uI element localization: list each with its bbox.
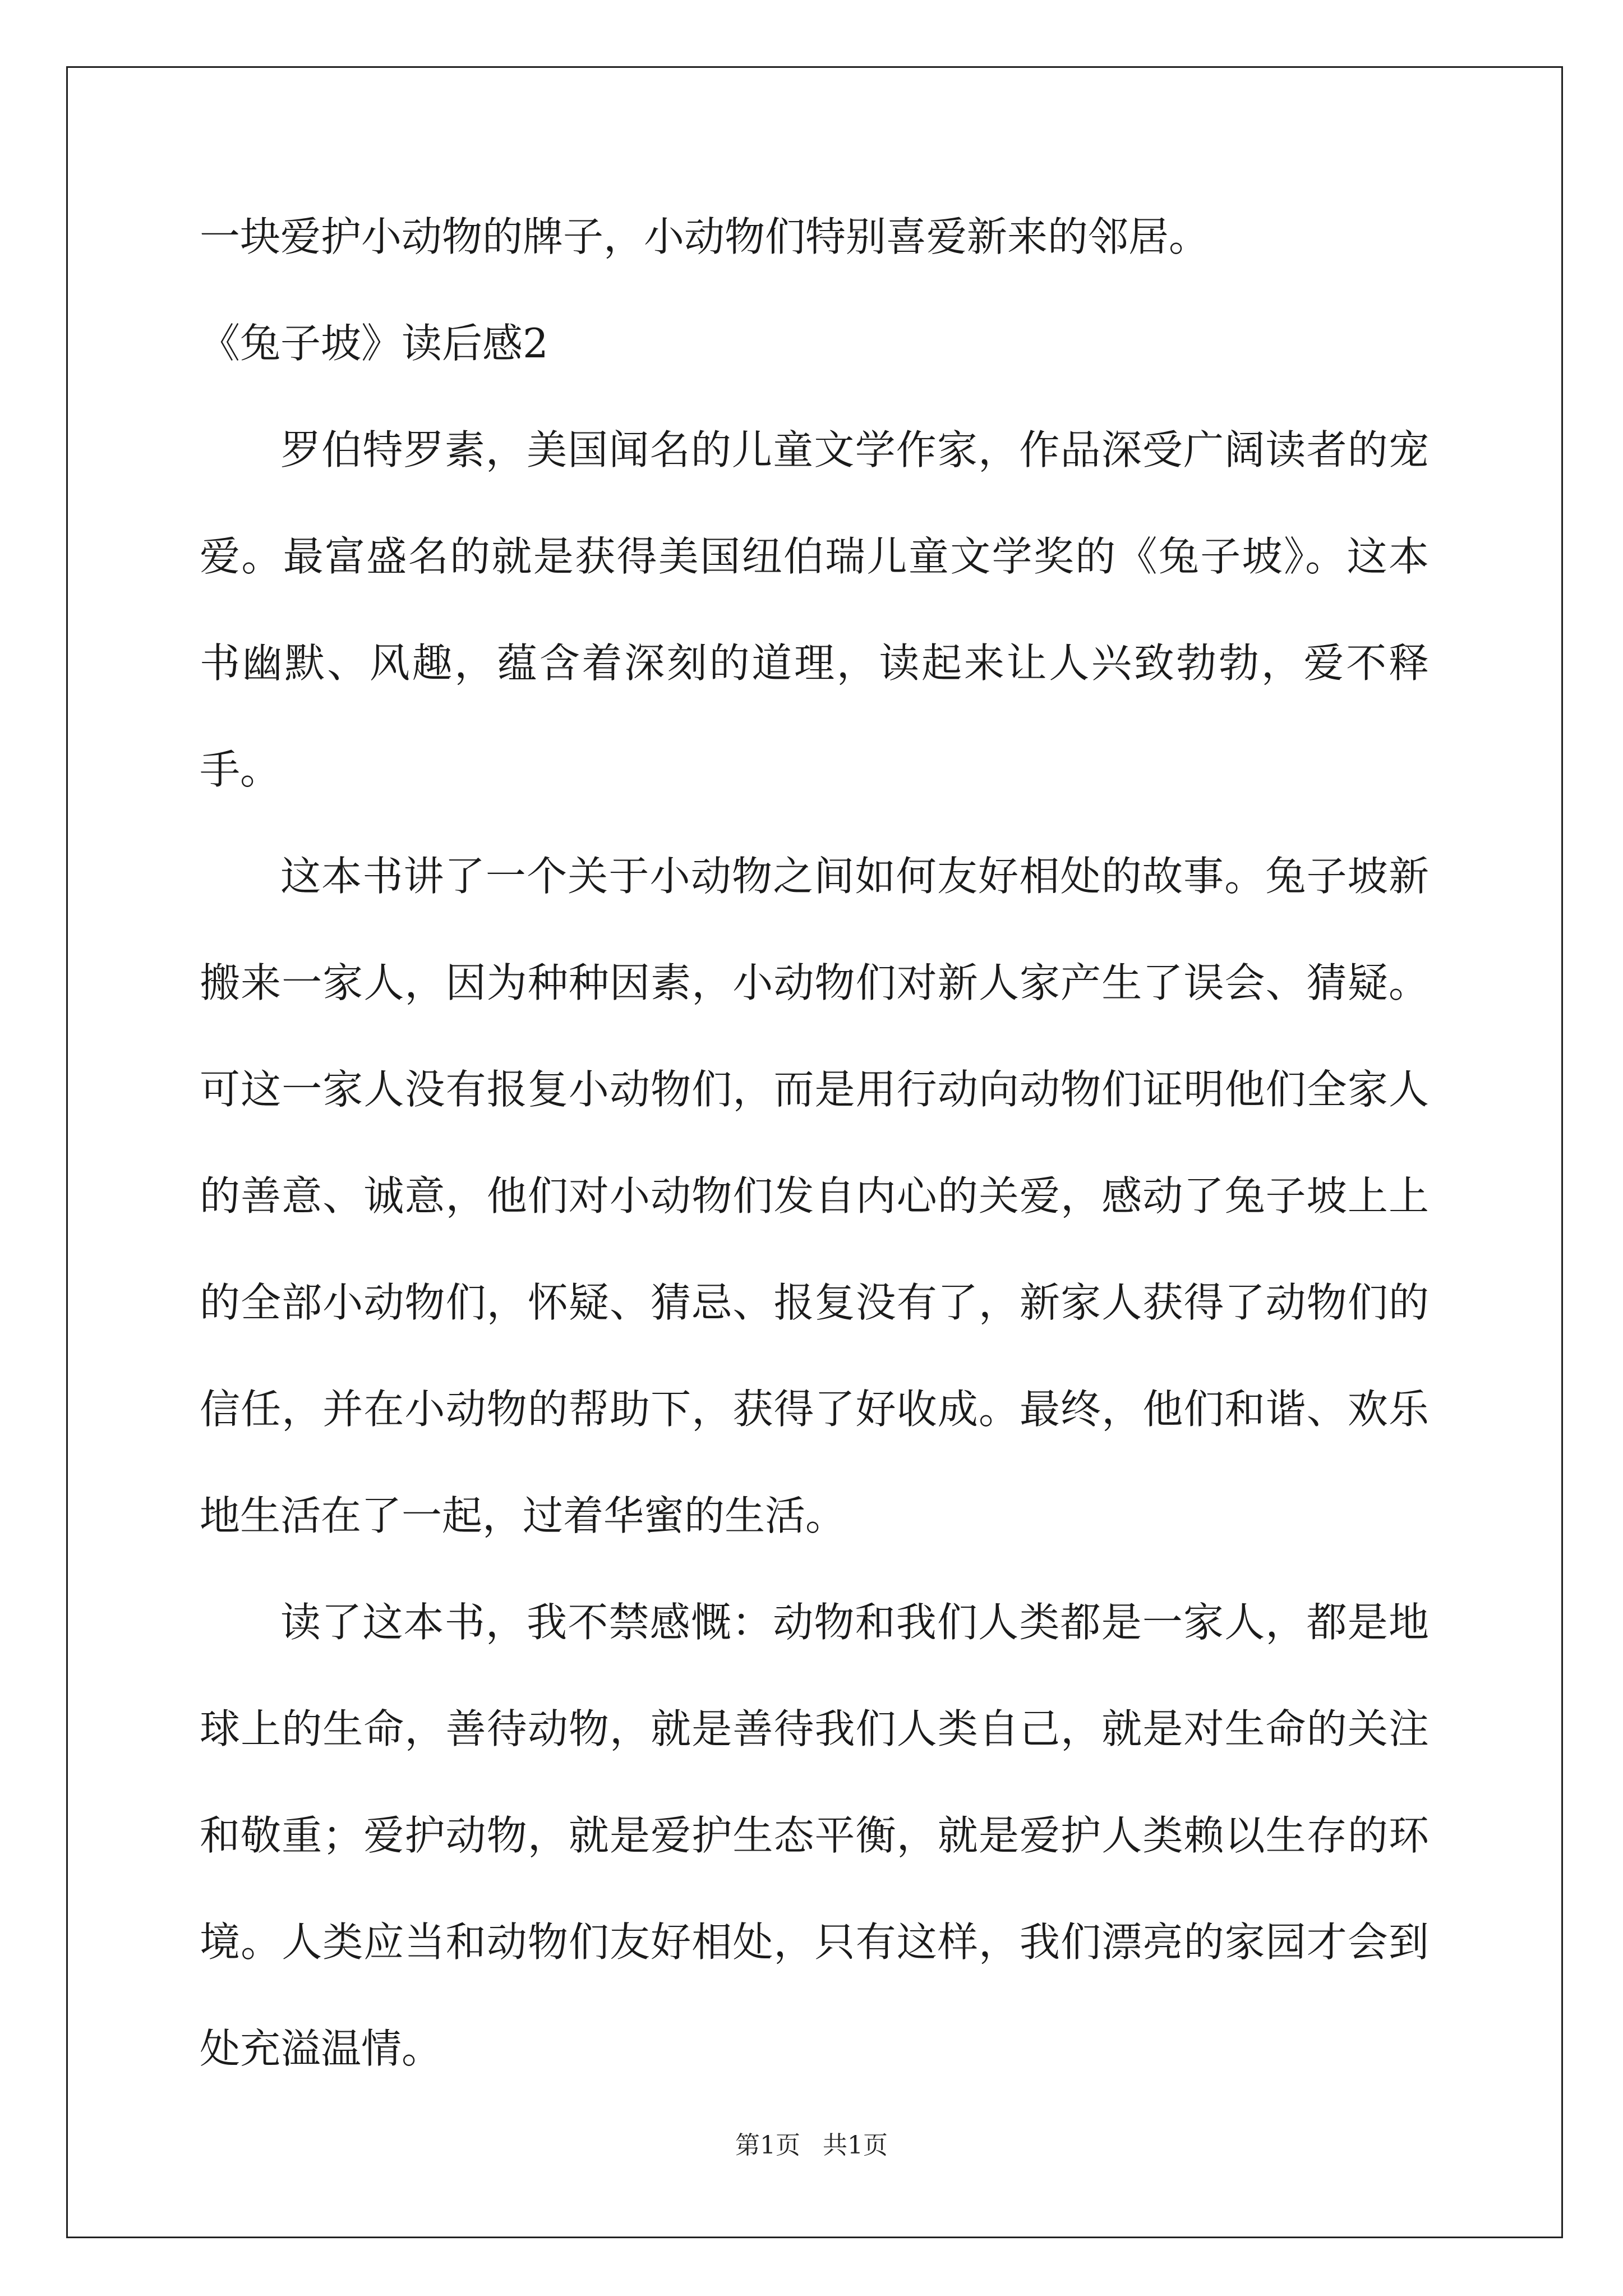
document-body	[200, 183, 1429, 2102]
page-number: 第1页	[735, 2131, 800, 2160]
page-total: 共1页	[823, 2131, 888, 2160]
paragraph: 罗伯特罗素，美国闻名的儿童文学作家，作品深受广阔读者的宠爱。最富盛名的就是获得美国纽伯瑞儿童文学奖的《兔子坡》。这本书幽默、风趣，蕴含着深刻的道理，读起来让人兴致勃勃，爱不释手。	[200, 426, 1429, 793]
section-title: 《兔子坡》读后感2	[200, 320, 548, 367]
page-footer	[0, 2129, 1623, 2162]
paragraph: 这本书讲了一个关于小动物之间如何友好相处的故事。兔子坡新搬来一家人，因为种种因素，小动物们对新人家产生了误会、猜疑。可这一家人没有报复小动物们，而是用行动向动物们证明他们全家人的善意、诚意，他们对小动物们发自内心的关爱，感动了兔子坡上上的全部小动物们，怀疑、猜忌、报复没有了，新家人获得了动物们的信任，并在小动物的帮助下，获得了好收成。最终，他们和谐、欢乐地生活在了一起，过着华蜜的生活。	[200, 853, 1429, 1539]
continuation-text: 一块爱护小动物的牌子，小动物们特别喜爱新来的邻居。	[200, 213, 1210, 260]
paragraph: 读了这本书，我不禁感慨：动物和我们人类都是一家人，都是地球上的生命，善待动物，就是善待我们人类自己，就是对生命的关注和敬重；爱护动物，就是爱护生态平衡，就是爱护人类赖以生存的环境。人类应当和动物们友好相处，只有这样，我们漂亮的家园才会到处充溢温情。	[200, 1599, 1429, 2072]
